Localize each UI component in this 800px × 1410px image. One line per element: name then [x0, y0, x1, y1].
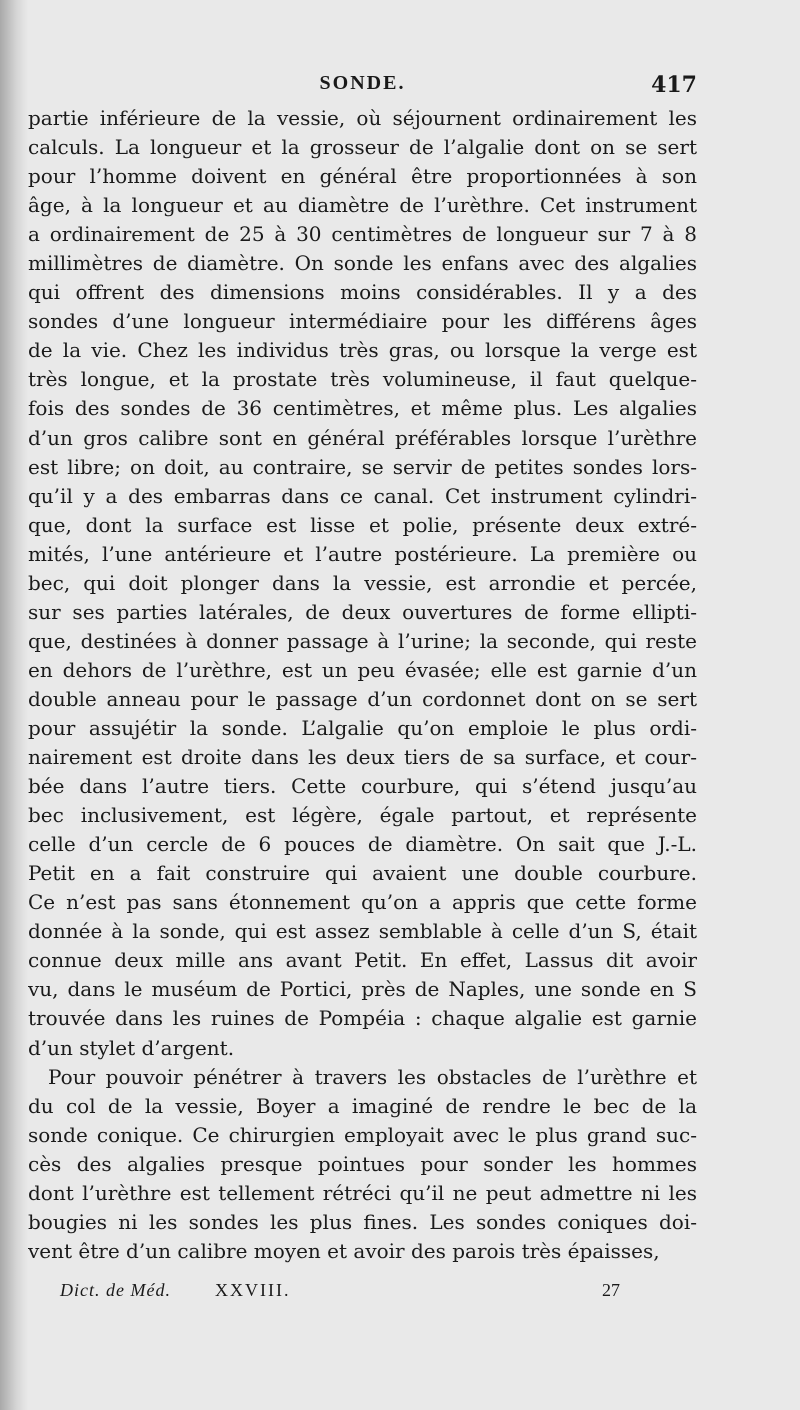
text-line: vu, dans le muséum de Portici, près de Naples, une sonde en S: [28, 977, 697, 1002]
text-line: bec inclusivement, est légère, égale partout, et représente: [28, 803, 697, 828]
text-line: fois des sondes de 36 centimètres, et même plus. Les algalies: [28, 396, 697, 421]
text-line: bec, qui doit plonger dans la vessie, est arrondie et percée,: [28, 570, 697, 595]
text-line: du col de la vessie, Boyer a imaginé de rendre le bec de la: [28, 1093, 697, 1118]
text-line: mités, l’une antérieure et l’autre postérieure. La première ou: [28, 541, 697, 566]
text-line: pour l’homme doivent en général être proportionnées à son: [28, 164, 697, 189]
body-text: [28, 104, 697, 1266]
page-header: [28, 72, 697, 102]
text-line: cès des algalies presque pointues pour sonder les hommes: [28, 1151, 697, 1176]
footer-signature: 27: [602, 1280, 620, 1300]
text-line: dont l’urèthre est tellement rétréci qu’il ne peut admettre ni les: [28, 1180, 697, 1205]
text-line: sonde conique. Ce chirurgien employait avec le plus grand suc-: [28, 1122, 697, 1147]
text-line: partie inférieure de la vessie, où séjournent ordinairement les: [28, 106, 697, 130]
text-line: Petit en a fait construire qui avaient une double courbure.: [28, 861, 697, 886]
text-line: trouvée dans les ruines de Pompéia : chaque algalie est garnie: [28, 1006, 697, 1031]
text-line: que, dont la surface est lisse et polie, présente deux extré-: [28, 512, 697, 537]
page-footer: [60, 1280, 620, 1310]
text-line: est libre; on doit, au contraire, se servir de petites sondes lors-: [28, 454, 697, 479]
text-line: connue deux mille ans avant Petit. En effet, Lassus dit avoir: [28, 948, 697, 973]
text-line: vent être d’un calibre moyen et avoir des parois très épaisses,: [28, 1238, 660, 1263]
text-line: sur ses parties latérales, de deux ouvertures de forme ellipti-: [28, 599, 697, 624]
text-line: qui offrent des dimensions moins considérables. Il y a des: [28, 280, 697, 305]
text-line: Pour pouvoir pénétrer à travers les obstacles de l’urèthre et: [48, 1064, 697, 1089]
text-line: bougies ni les sondes les plus fines. Les sondes coniques doi-: [28, 1209, 697, 1234]
text-line: qu’il y a des embarras dans ce canal. Cet instrument cylindri-: [28, 483, 697, 508]
running-head: SONDE.: [319, 72, 406, 94]
text-line: donnée à la sonde, qui est assez semblable à celle d’un S, était: [28, 919, 697, 944]
text-line: très longue, et la prostate très volumineuse, il faut quelque-: [28, 367, 697, 392]
footer-volume: XXVIII.: [215, 1280, 291, 1300]
page-gutter-shadow: [0, 0, 28, 1410]
text-line: nairement est droite dans les deux tiers de sa surface, et cour-: [28, 745, 697, 770]
text-line: âge, à la longueur et au diamètre de l’urèthre. Cet instrument: [28, 193, 697, 218]
text-line: de la vie. Chez les individus très gras, ou lorsque la verge est: [28, 338, 697, 363]
text-line: a ordinairement de 25 à 30 centimètres de longueur sur 7 à 8: [28, 222, 697, 247]
text-line: calculs. La longueur et la grosseur de l’algalie dont on se sert: [28, 135, 697, 160]
text-line: que, destinées à donner passage à l’urine; la seconde, qui reste: [28, 628, 697, 653]
text-line: millimètres de diamètre. On sonde les enfans avec des algalies: [28, 251, 697, 276]
text-line: double anneau pour le passage d’un cordonnet dont on se sert: [28, 686, 697, 711]
page-number: 417: [651, 72, 697, 98]
text-line: bée dans l’autre tiers. Cette courbure, qui s’étend jusqu’au: [28, 774, 697, 799]
text-line: Ce n’est pas sans étonnement qu’on a appris que cette forme: [28, 890, 697, 915]
text-line: sondes d’une longueur intermédiaire pour les différens âges: [28, 309, 697, 334]
footer-source: Dict. de Méd.: [60, 1280, 171, 1300]
text-line: celle d’un cercle de 6 pouces de diamètre. On sait que J.-L.: [28, 832, 697, 857]
text-line: d’un gros calibre sont en général préférables lorsque l’urèthre: [28, 425, 697, 450]
text-line: pour assujétir la sonde. L’algalie qu’on emploie le plus ordi-: [28, 715, 697, 740]
text-line: en dehors de l’urèthre, est un peu évasée; elle est garnie d’un: [28, 657, 697, 682]
text-line: d’un stylet d’argent.: [28, 1035, 235, 1060]
